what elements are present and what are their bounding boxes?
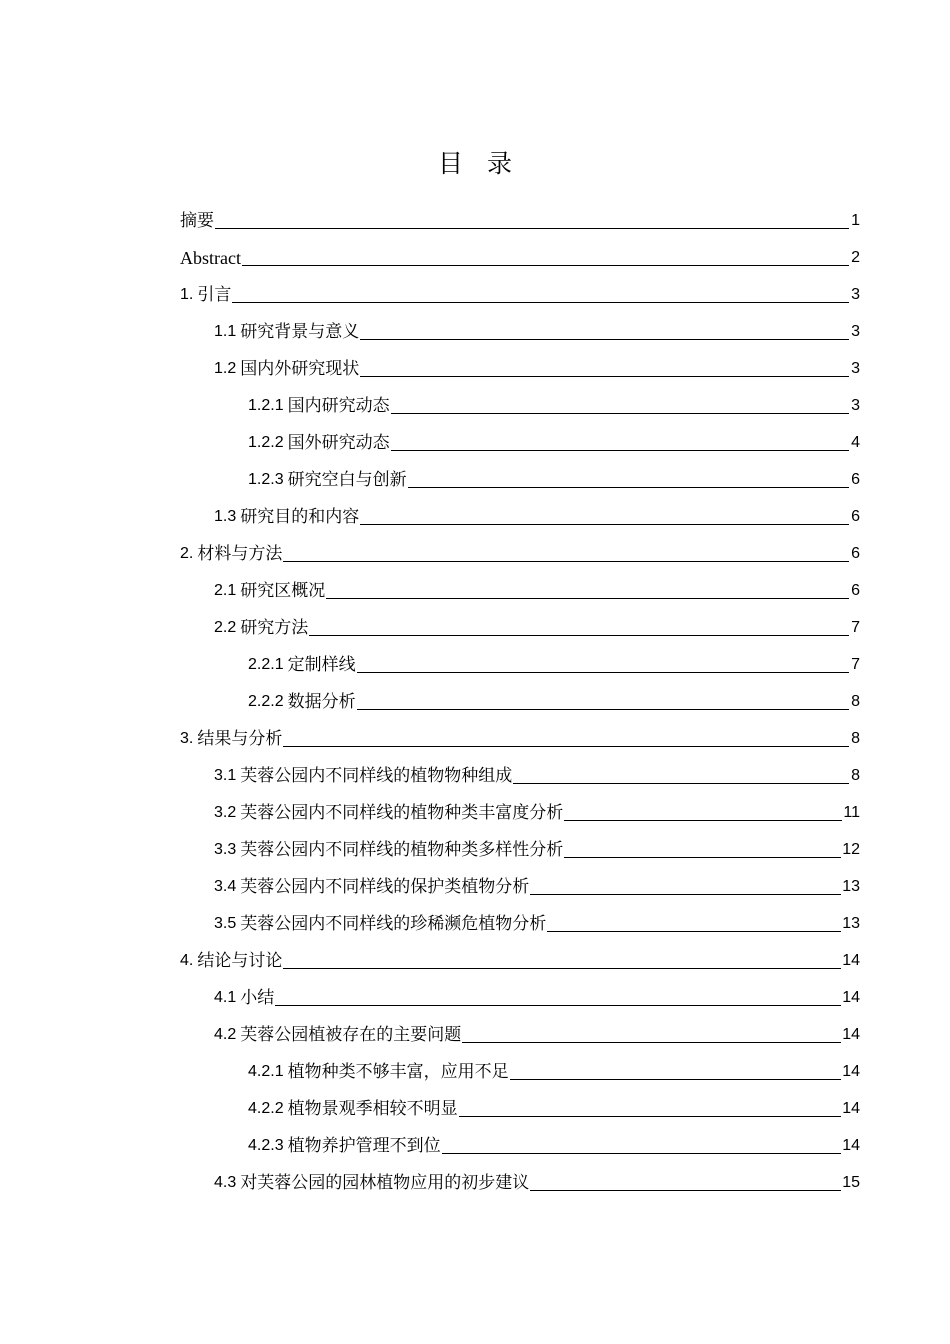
- toc-page-number: 3: [851, 360, 860, 377]
- toc-entry-title: 研究目的和内容: [240, 507, 360, 527]
- toc-page-number: 6: [851, 508, 860, 525]
- toc-leader-line: [391, 413, 849, 414]
- toc-entry-number: 2.1: [214, 582, 237, 599]
- toc-leader-line: [215, 228, 849, 229]
- toc-entry[interactable]: [180, 491, 860, 528]
- toc-entry[interactable]: [180, 306, 860, 343]
- toc-entry[interactable]: [180, 195, 860, 232]
- toc-entry-title: 植物种类不够丰富，应用不足: [287, 1062, 509, 1082]
- toc-entry[interactable]: [180, 639, 860, 676]
- toc-leader-line: [408, 487, 849, 488]
- toc-entry-number: 4.2.2: [248, 1100, 284, 1117]
- toc-entry-number: 2.2.2: [248, 693, 284, 710]
- toc-leader-line: [242, 265, 849, 266]
- toc-entry-title: 研究区概况: [240, 581, 326, 601]
- toc-entry-number: 3.4: [214, 878, 237, 895]
- toc-entry[interactable]: [180, 454, 860, 491]
- toc-leader-line: [357, 709, 849, 710]
- toc-page-number: 3: [851, 323, 860, 340]
- toc-leader-line: [232, 302, 849, 303]
- toc-page-number: 14: [842, 1063, 860, 1080]
- toc-leader-line: [462, 1042, 841, 1043]
- toc-entry-title: Abstract: [180, 248, 241, 268]
- toc-entry-title: 小结: [240, 988, 275, 1008]
- toc-entry[interactable]: [180, 343, 860, 380]
- toc-list: [180, 195, 860, 1194]
- toc-entry[interactable]: [180, 935, 860, 972]
- toc-entry[interactable]: [180, 787, 860, 824]
- toc-entry-title: 国内外研究现状: [240, 359, 360, 379]
- toc-entry-number: 3.3: [214, 841, 237, 858]
- toc-entry[interactable]: [180, 1046, 860, 1083]
- toc-entry[interactable]: [180, 1083, 860, 1120]
- toc-leader-line: [283, 561, 849, 562]
- toc-page-number: 8: [851, 730, 860, 747]
- toc-entry-title: 数据分析: [287, 692, 356, 712]
- toc-entry-number: 4.1: [214, 989, 237, 1006]
- toc-entry-number: 2.2.1: [248, 656, 284, 673]
- toc-entry-title: 引言: [197, 285, 232, 305]
- toc-entry-title: 结论与讨论: [197, 951, 283, 971]
- toc-entry-title: 研究空白与创新: [287, 470, 407, 490]
- toc-page-number: 6: [851, 471, 860, 488]
- toc-entry[interactable]: [180, 972, 860, 1009]
- toc-entry-number: 4.2: [214, 1026, 237, 1043]
- toc-entry[interactable]: [180, 565, 860, 602]
- toc-entry-number: 1.2.3: [248, 471, 284, 488]
- toc-leader-line: [510, 1079, 842, 1080]
- toc-entry[interactable]: [180, 602, 860, 639]
- toc-leader-line: [564, 857, 841, 858]
- toc-entry-title: 芙蓉公园内不同样线的植物种类多样性分析: [240, 840, 564, 860]
- toc-page-number: 15: [842, 1174, 860, 1191]
- toc-entry-title: 芙蓉公园植被存在的主要问题: [240, 1025, 462, 1045]
- toc-page-number: 14: [842, 989, 860, 1006]
- toc-page-number: 6: [851, 582, 860, 599]
- toc-leader-line: [391, 450, 849, 451]
- toc-entry-title: 结果与分析: [197, 729, 283, 749]
- toc-leader-line: [360, 376, 849, 377]
- toc-entry-title: 对芙蓉公园的园林植物应用的初步建议: [240, 1173, 530, 1193]
- toc-entry-title: 研究方法: [240, 618, 309, 638]
- toc-leader-line: [360, 339, 849, 340]
- toc-leader-line: [459, 1116, 842, 1117]
- toc-entry[interactable]: [180, 269, 860, 306]
- toc-entry-number: 1.2.2: [248, 434, 284, 451]
- toc-entry[interactable]: [180, 380, 860, 417]
- toc-entry[interactable]: [180, 676, 860, 713]
- toc-leader-line: [360, 524, 849, 525]
- toc-page-number: 2: [851, 249, 860, 266]
- toc-entry-number: 1.2.1: [248, 397, 284, 414]
- toc-leader-line: [564, 820, 842, 821]
- toc-page-number: 3: [851, 286, 860, 303]
- toc-leader-line: [283, 968, 841, 969]
- toc-entry[interactable]: [180, 1009, 860, 1046]
- toc-entry-title: 芙蓉公园内不同样线的植物物种组成: [240, 766, 513, 786]
- toc-page-number: 13: [842, 915, 860, 932]
- toc-page-number: 7: [851, 619, 860, 636]
- toc-entry-number: 3.2: [214, 804, 237, 821]
- toc-page-number: 8: [851, 693, 860, 710]
- toc-leader-line: [283, 746, 849, 747]
- toc-leader-line: [530, 1190, 841, 1191]
- toc-page-number: 12: [842, 841, 860, 858]
- toc-entry-title: 芙蓉公园内不同样线的珍稀濒危植物分析: [240, 914, 547, 934]
- toc-page-number: 11: [843, 804, 860, 821]
- toc-entry-number: 4.2.1: [248, 1063, 284, 1080]
- toc-leader-line: [547, 931, 841, 932]
- toc-entry-number: 1.1: [214, 323, 237, 340]
- toc-page-number: 13: [842, 878, 860, 895]
- toc-entry[interactable]: [180, 861, 860, 898]
- toc-entry-title: 植物景观季相较不明显: [287, 1099, 458, 1119]
- toc-page-number: 8: [851, 767, 860, 784]
- toc-entry-number: 3.1: [214, 767, 237, 784]
- toc-leader-line: [309, 635, 849, 636]
- toc-entry[interactable]: [180, 1157, 860, 1194]
- toc-entry[interactable]: [180, 1120, 860, 1157]
- toc-entry[interactable]: [180, 898, 860, 935]
- toc-entry-number: 1.: [180, 286, 194, 303]
- toc-page-number: 1: [851, 212, 860, 229]
- toc-title: 目录: [437, 149, 536, 178]
- toc-entry-number: 4.: [180, 952, 194, 969]
- toc-leader-line: [442, 1153, 842, 1154]
- toc-page-number: 14: [842, 1026, 860, 1043]
- toc-entry-number: 4.3: [214, 1174, 237, 1191]
- toc-page-number: 7: [851, 656, 860, 673]
- toc-entry-number: 4.2.3: [248, 1137, 284, 1154]
- toc-entry-title: 摘要: [180, 211, 214, 231]
- toc-entry-title: 材料与方法: [197, 544, 283, 564]
- toc-entry[interactable]: [180, 232, 860, 269]
- toc-entry-title: 国外研究动态: [287, 433, 390, 453]
- toc-entry-title: 国内研究动态: [287, 396, 390, 416]
- toc-leader-line: [530, 894, 841, 895]
- toc-leader-line: [513, 783, 849, 784]
- toc-entry[interactable]: [180, 750, 860, 787]
- toc-entry-title: 芙蓉公园内不同样线的植物种类丰富度分析: [240, 803, 564, 823]
- toc-leader-line: [275, 1005, 841, 1006]
- toc-entry-number: 3.5: [214, 915, 237, 932]
- toc-leader-line: [326, 598, 849, 599]
- toc-entry[interactable]: [180, 713, 860, 750]
- toc-page-number: 14: [842, 1100, 860, 1117]
- toc-entry[interactable]: [180, 528, 860, 565]
- toc-entry-title: 定制样线: [287, 655, 356, 675]
- toc-entry-title: 研究背景与意义: [240, 322, 360, 342]
- toc-entry-number: 2.2: [214, 619, 237, 636]
- toc-entry[interactable]: [180, 417, 860, 454]
- toc-entry[interactable]: [180, 824, 860, 861]
- toc-page-number: 4: [851, 434, 860, 451]
- toc-page-number: 14: [842, 1137, 860, 1154]
- toc-page-number: 6: [851, 545, 860, 562]
- toc-entry-title: 植物养护管理不到位: [287, 1136, 441, 1156]
- toc-leader-line: [357, 672, 849, 673]
- toc-entry-number: 1.3: [214, 508, 237, 525]
- toc-page-number: 3: [851, 397, 860, 414]
- toc-entry-number: 3.: [180, 730, 194, 747]
- toc-entry-number: 1.2: [214, 360, 237, 377]
- toc-entry-number: 2.: [180, 545, 194, 562]
- toc-page-number: 14: [842, 952, 860, 969]
- toc-entry-title: 芙蓉公园内不同样线的保护类植物分析: [240, 877, 530, 897]
